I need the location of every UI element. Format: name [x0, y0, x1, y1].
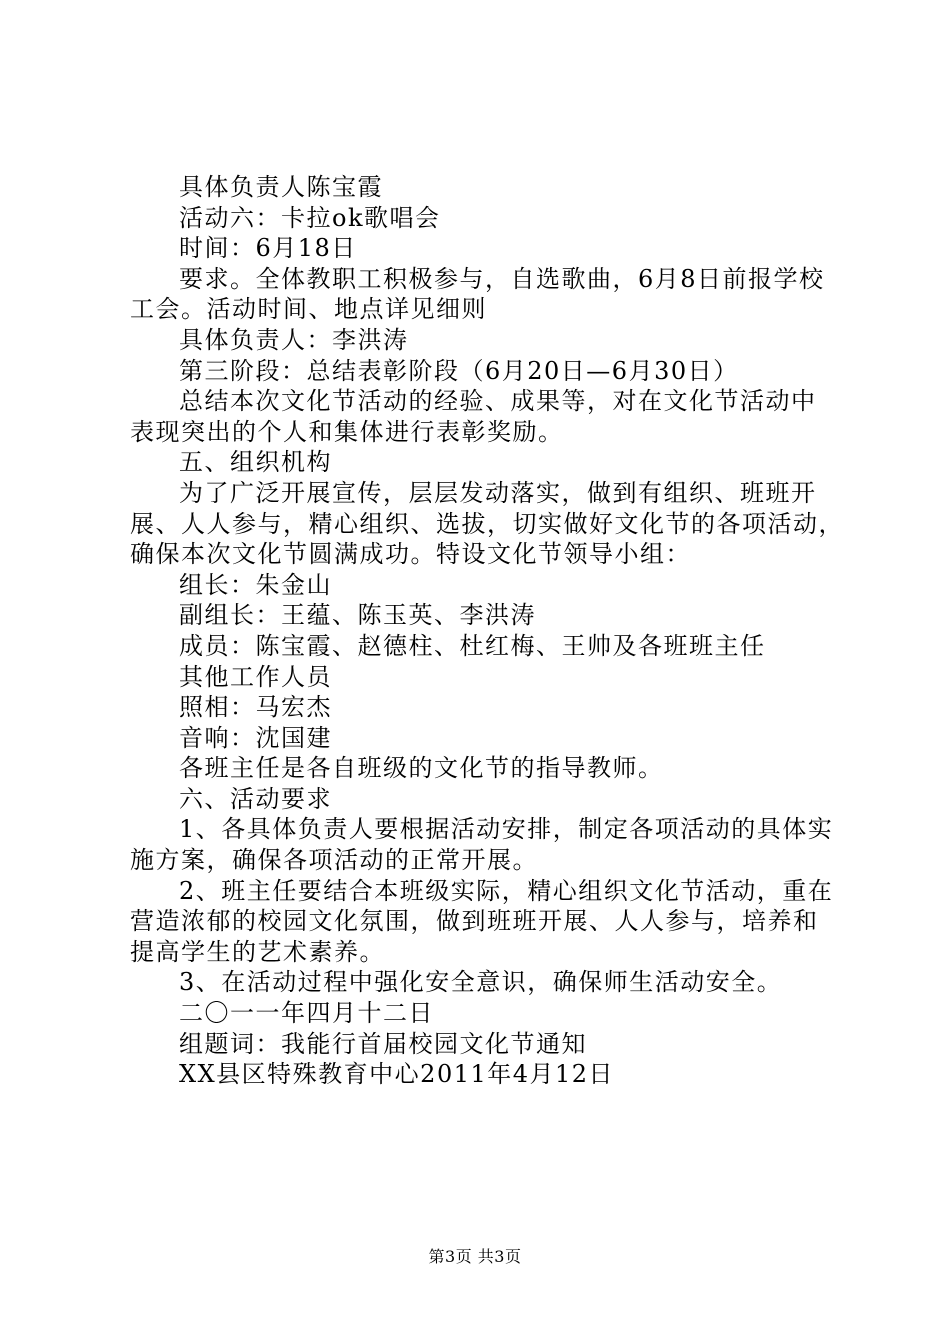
text-line: 组长：朱金山 [179, 570, 332, 599]
text-line: 2、班主任要结合本班级实际，精心组织文化节活动，重在 [179, 876, 834, 905]
text-line: 五、组织机构 [179, 448, 332, 477]
text-line: 展、人人参与，精心组织、选拔，切实做好文化节的各项活动， [130, 509, 844, 538]
text-line: 施方案，确保各项活动的正常开展。 [130, 846, 538, 875]
text-line: 表现突出的个人和集体进行表彰奖励。 [130, 417, 564, 446]
text-line: 要求。全体教职工积极参与，自选歌曲，6月8日前报学校 [179, 264, 825, 293]
text-line: 其他工作人员 [179, 662, 332, 691]
document-body [130, 172, 844, 1090]
text-line: 总结本次文化节活动的经验、成果等，对在文化节活动中 [179, 387, 817, 416]
text-line: 具体负责人：李洪涛 [179, 325, 409, 354]
text-line: 活动六：卡拉ok歌唱会 [179, 203, 441, 232]
text-line: XX县区特殊教育中心2011年4月12日 [179, 1060, 615, 1089]
text-line: 营造浓郁的校园文化氛围，做到班班开展、人人参与，培养和 [130, 907, 819, 936]
text-line: 音响：沈国建 [179, 723, 332, 752]
text-line: 照相：马宏杰 [179, 693, 332, 722]
text-line: 第三阶段：总结表彰阶段（6月20日—6月30日） [179, 356, 739, 385]
text-line: 确保本次文化节圆满成功。特设文化节领导小组： [130, 540, 691, 569]
text-line: 六、活动要求 [179, 784, 332, 813]
text-line: 各班主任是各自班级的文化节的指导教师。 [179, 754, 664, 783]
text-line: 副组长：王蕴、陈玉英、李洪涛 [179, 601, 536, 630]
text-line: 二〇一一年四月十二日 [179, 999, 434, 1028]
text-line: 提高学生的艺术素养。 [130, 937, 385, 966]
text-line: 3、在活动过程中强化安全意识，确保师生活动安全。 [179, 968, 783, 997]
text-line: 成员：陈宝霞、赵德柱、杜红梅、王帅及各班班主任 [179, 631, 766, 660]
text-line: 工会。活动时间、地点详见细则 [130, 295, 487, 324]
text-line: 时间：6月18日 [179, 234, 357, 263]
page-footer: 第3页 共3页 [428, 1247, 522, 1266]
text-line: 组题词：我能行首届校园文化节通知 [179, 1029, 587, 1058]
text-line: 为了广泛开展宣传，层层发动落实，做到有组织、班班开 [179, 478, 817, 507]
text-line: 具体负责人陈宝霞 [179, 173, 383, 201]
text-line: 1、各具体负责人要根据活动安排，制定各项活动的具体实 [179, 815, 834, 844]
